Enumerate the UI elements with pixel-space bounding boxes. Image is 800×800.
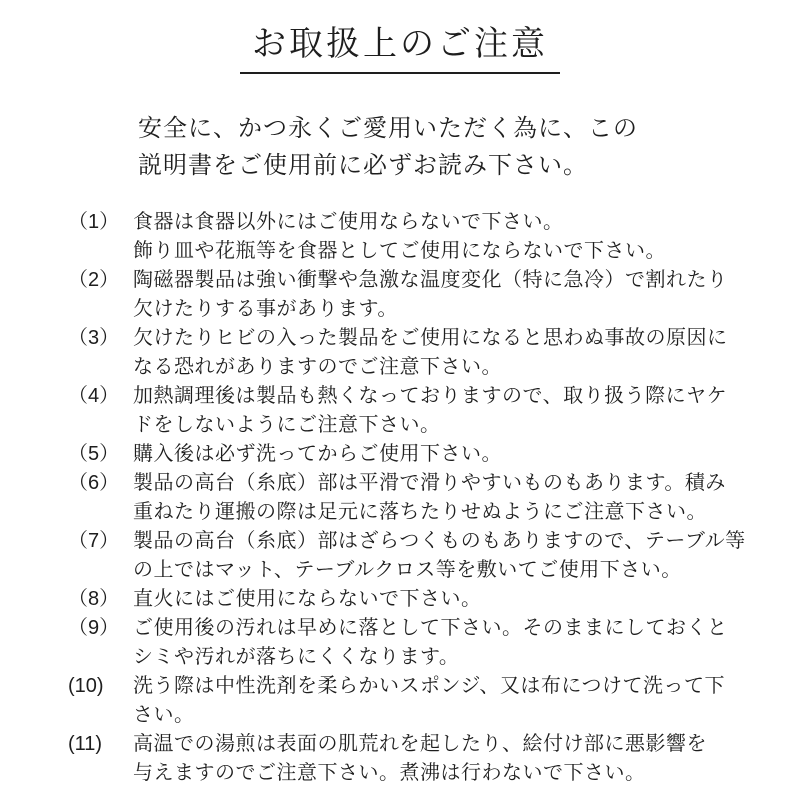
item-line: 飾り皿や花瓶等を食器としてご使用にならないで下さい。 [133, 240, 666, 262]
item-number: （5） [68, 443, 120, 465]
item-line: 重ねたり運搬の際は足元に落ちたりせぬようにご注意下さい。 [133, 501, 707, 523]
item-line: 欠けたりする事があります。 [133, 298, 398, 320]
list-item [0, 208, 800, 266]
item-number: （8） [68, 588, 120, 610]
item-line: 直火にはご使用にならないで下さい。 [133, 588, 482, 610]
list-item [0, 324, 800, 382]
item-number: (10) [68, 675, 104, 697]
title-row [0, 0, 800, 74]
list-item [0, 469, 800, 527]
list-item [0, 527, 800, 585]
item-number: （9） [68, 617, 120, 639]
item-line: 購入後は必ず洗ってからご使用下さい。 [133, 443, 502, 465]
intro-line: 安全に、かつ永くご愛用いただく為に、この [138, 115, 638, 142]
list-item [0, 614, 800, 672]
item-line: 加熱調理後は製品も熱くなっておりますので、取り扱う際にヤケ [133, 385, 728, 407]
item-line: 製品の高台（糸底）部はざらつくものもありますので、テーブル等 [133, 530, 746, 552]
item-number: （6） [68, 472, 120, 494]
list-item [0, 440, 800, 469]
item-number: （2） [68, 269, 120, 291]
item-number: （1） [68, 211, 120, 233]
item-line: 製品の高台（糸底）部は平滑で滑りやすいものもあります。積み [133, 472, 726, 494]
list-item [0, 382, 800, 440]
item-line: ご使用後の汚れは早めに落として下さい。そのままにしておくと [133, 617, 728, 639]
precaution-list [0, 208, 800, 788]
item-line: なる恐れがありますのでご注意下さい。 [133, 356, 502, 378]
item-line: 食器は食器以外にはご使用ならないで下さい。 [133, 211, 564, 233]
item-line: シミや汚れが落ちにくくなります。 [133, 646, 460, 668]
item-line: 高温での湯煎は表面の肌荒れを起したり、絵付け部に悪影響を [133, 733, 707, 755]
page-title: お取扱上のご注意 [240, 16, 560, 74]
list-item [0, 730, 800, 788]
list-item [0, 672, 800, 730]
item-number: （7） [68, 530, 120, 552]
item-line: 与えますのでご注意下さい。煮沸は行わないで下さい。 [133, 762, 646, 784]
item-line: さい。 [133, 704, 195, 726]
item-line: 洗う際は中性洗剤を柔らかいスポンジ、又は布につけて洗って下 [133, 675, 725, 697]
item-line: 欠けたりヒビの入った製品をご使用になると思わぬ事故の原因に [133, 327, 728, 349]
intro-text [138, 110, 800, 184]
item-number: （3） [68, 327, 120, 349]
item-number: （4） [68, 385, 120, 407]
item-line: ドをしないようにご注意下さい。 [133, 414, 441, 436]
item-number: (11) [68, 733, 103, 755]
item-line: 陶磁器製品は強い衝撃や急激な温度変化（特に急冷）で割れたり [133, 269, 728, 291]
list-item [0, 266, 800, 324]
list-item [0, 585, 800, 614]
intro-line: 説明書をご使用前に必ずお読み下さい。 [138, 152, 588, 179]
item-line: の上ではマット、テーブルクロス等を敷いてご使用下さい。 [133, 559, 682, 581]
